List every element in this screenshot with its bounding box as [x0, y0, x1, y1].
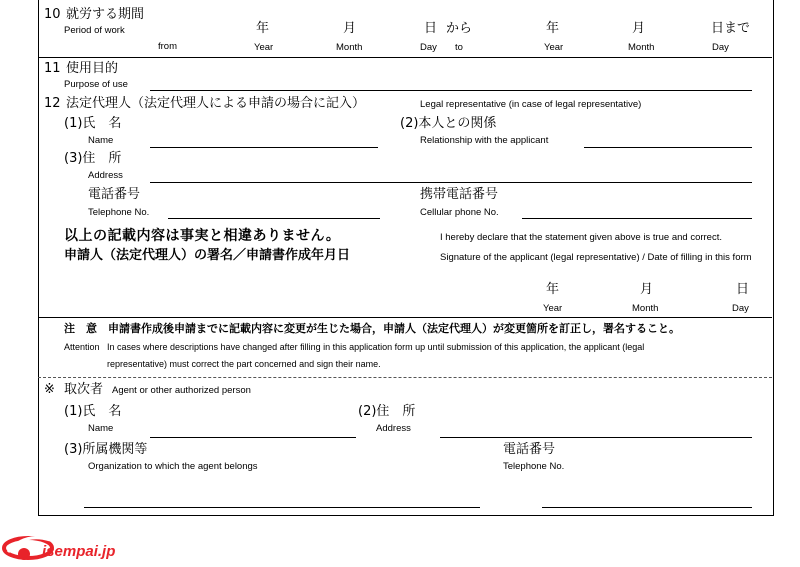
agent-name-field-line[interactable]: [150, 437, 356, 438]
declaration-line1-jp: 以上の記載内容は事実と相違ありません。: [64, 228, 341, 244]
attention-text-en-2: representative) must correct the part concerned and sign their name.: [107, 359, 381, 369]
to-year-en: Year: [544, 42, 564, 53]
to-label: to: [455, 42, 463, 53]
agent-phone-en: Telephone No.: [503, 461, 565, 472]
rep-cell-field-line[interactable]: [522, 218, 752, 219]
section11-number: 11: [44, 61, 61, 76]
made-label: 日まで: [711, 21, 751, 36]
rep-relationship-en: Relationship with the applicant: [420, 135, 549, 146]
rep-address-en: Address: [88, 170, 123, 181]
from-month-en: Month: [336, 42, 363, 53]
rep-relationship-field-line[interactable]: [584, 147, 752, 148]
rep-cell-jp: 携帯電話番号: [420, 187, 499, 202]
rep-phone-field-line[interactable]: [168, 218, 380, 219]
section12-label-en: Legal representative (in case of legal representative): [420, 99, 642, 110]
rep-cell-en: Cellular phone No.: [420, 207, 499, 218]
sign-day-jp: 日: [736, 282, 750, 297]
agent-name-en: Name: [88, 423, 114, 434]
declaration-line2-jp: 申請人（法定代理人）の署名／申請書作成年月日: [64, 248, 351, 263]
agent-mark: ※: [44, 382, 55, 397]
from-day-en: Day: [420, 42, 437, 53]
rep-name-jp: (1)氏 名: [64, 116, 122, 131]
agent-org-field-line[interactable]: [84, 507, 480, 508]
agent-address-jp: (2)住 所: [358, 404, 416, 419]
declaration-line2-en: Signature of the applicant (legal representative) / Date of filling in this form: [440, 252, 752, 263]
agent-name-jp: (1)氏 名: [64, 404, 122, 419]
to-year-jp: 年: [546, 21, 560, 36]
sign-year-en: Year: [543, 303, 563, 314]
from-label: from: [158, 41, 177, 52]
from-month-jp: 月: [343, 21, 357, 36]
attention-label-en: Attention: [64, 342, 100, 352]
section11-label-en: Purpose of use: [64, 79, 128, 90]
section12-number: 12: [44, 96, 61, 111]
to-month-en: Month: [628, 42, 655, 53]
agent-phone-field-line[interactable]: [542, 507, 752, 508]
section10-separator: [38, 57, 772, 58]
agent-org-jp: (3)所属機関等: [64, 442, 148, 457]
rep-name-en: Name: [88, 135, 114, 146]
declaration-line1-en: I hereby declare that the statement given above is true and correct.: [440, 232, 722, 243]
sign-month-jp: 月: [640, 282, 654, 297]
sign-year-jp: 年: [546, 282, 560, 297]
isempai-logo: [0, 528, 130, 564]
rep-name-field-line[interactable]: [150, 147, 378, 148]
agent-org-en: Organization to which the agent belongs: [88, 461, 258, 472]
attention-label-jp: 注 意: [64, 322, 97, 335]
agent-address-field-line[interactable]: [440, 437, 752, 438]
attention-text-jp: 申請書作成後申請までに記載内容に変更が生じた場合，申請人（法定代理人）が変更箇所を訂正し，署名すること。: [108, 322, 680, 335]
sign-day-en: Day: [732, 303, 749, 314]
rep-address-jp: (3)住 所: [64, 151, 122, 166]
agent-address-en: Address: [376, 423, 411, 434]
section10-number: 10: [44, 7, 61, 22]
from-year-en: Year: [254, 42, 274, 53]
from-year-jp: 年: [256, 21, 270, 36]
purpose-field-line[interactable]: [150, 90, 752, 91]
to-day-en: Day: [712, 42, 729, 53]
declaration-separator: [38, 317, 772, 318]
rep-phone-jp: 電話番号: [88, 187, 141, 202]
agent-label-jp: 取次者: [64, 382, 104, 397]
sign-month-en: Month: [632, 303, 659, 314]
logo-text: isempai.jp: [42, 543, 116, 560]
from-day-jp: 日: [424, 21, 438, 36]
to-month-jp: 月: [632, 21, 646, 36]
section10-label-en: Period of work: [64, 25, 125, 36]
agent-label-en: Agent or other authorized person: [112, 385, 251, 396]
agent-separator: [38, 377, 772, 378]
section11-label-jp: 使用目的: [66, 61, 119, 76]
rep-relationship-jp: (2)本人との関係: [400, 116, 497, 131]
rep-phone-en: Telephone No.: [88, 207, 150, 218]
rep-address-field-line[interactable]: [150, 182, 752, 183]
section10-label-jp: 就労する期間: [66, 7, 145, 22]
kara-label: から: [446, 21, 473, 36]
attention-text-en-1: In cases where descriptions have changed after filling in this application form up until submission of this application, the applicant (legal: [107, 342, 645, 352]
agent-phone-jp: 電話番号: [503, 442, 556, 457]
section12-label-jp: 法定代理人（法定代理人による申請の場合に記入）: [66, 96, 366, 111]
